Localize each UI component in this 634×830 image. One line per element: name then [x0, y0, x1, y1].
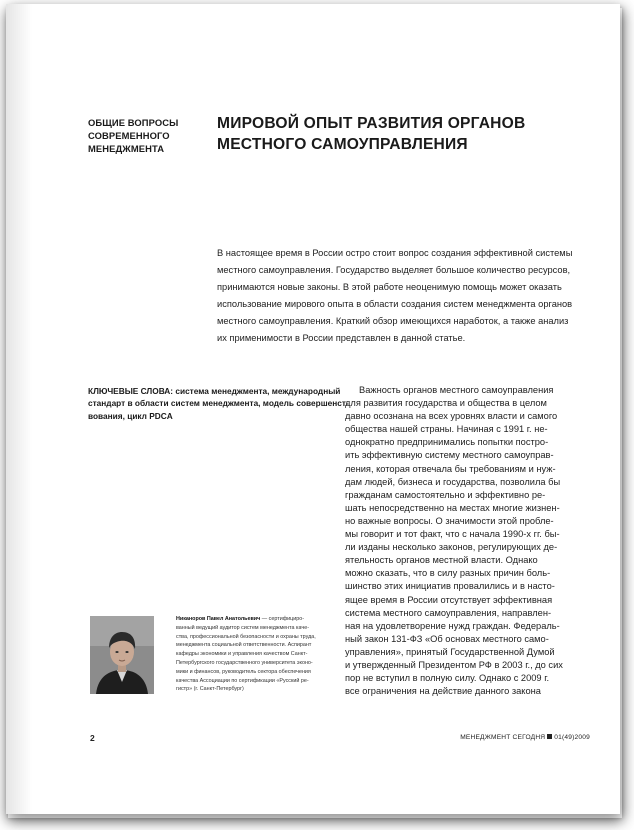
- body-line: все ограничения на действие данного закона: [345, 686, 541, 697]
- author-bio-line: Петербургского государственного университета эконо-: [176, 659, 313, 666]
- abstract-line: принимаются новые законы. В этой работе неоценимую помощь может оказать: [217, 282, 562, 293]
- issue-number: 01(49)2009: [554, 734, 590, 741]
- abstract-line: В настоящее время в России остро стоит вопрос создания эффективной системы: [217, 248, 573, 258]
- keywords-line: КЛЮЧЕВЫЕ СЛОВА: система менеджмента, международный: [88, 386, 341, 396]
- body-line: система местного самоуправления, направлен-: [345, 607, 552, 618]
- keywords-line: вования, цикл PDCA: [88, 410, 173, 421]
- body-line: ления, которая отвечала бы требованиям и нуж-: [345, 463, 556, 474]
- body-line: пор не вступил в полную силу. Однако с 2009 г.: [345, 673, 550, 684]
- author-bio-line: ванный ведущий аудитор систем менеджмента каче-: [176, 624, 309, 631]
- keywords-line: стандарт в области систем менеджмента, модель совершенст-: [88, 398, 349, 409]
- body-line: и утвержденный Президентом РФ в 2003 г., до сих: [345, 659, 563, 670]
- section-rubric: ОБЩИЕ ВОПРОСЫ СОВРЕМЕННОГО МЕНЕДЖМЕНТА: [88, 117, 179, 154]
- author-bio-line: гистр» (г. Санкт-Петербург): [176, 686, 244, 693]
- author-bio-line: ства, профессиональной безопасности и охраны труда,: [176, 633, 316, 640]
- page-gutter-shade: [6, 4, 32, 814]
- abstract-line: их применимости в России представлен в данной статье.: [217, 333, 466, 344]
- body-line: ить эффективную систему местного самоуправ-: [345, 450, 554, 461]
- body-line: для развития государства и общества в целом: [345, 398, 547, 409]
- body-line: ная на удовлетворение нужд граждан. Федераль-: [345, 620, 560, 631]
- body-line: давно осознана на всех уровнях власти и самого: [345, 411, 558, 422]
- article-abstract: [217, 245, 589, 348]
- body-line: шинство этих инициатив провалились и в насто-: [345, 581, 555, 592]
- abstract-line: использование мирового опыта в области создания систем менеджмента органов: [217, 299, 573, 310]
- body-line: однократно предпринимались попытки постро-: [345, 437, 549, 448]
- article-body: [345, 384, 595, 698]
- body-line: гражданам самостоятельно и эффективно ре-: [345, 489, 546, 500]
- abstract-line: местного самоуправления. Краткий обзор имеющихся наработок, а также анализ: [217, 316, 569, 327]
- author-bio-line: — сертифициро-: [260, 616, 305, 622]
- abstract-line: местного самоуправления. Государство выделяет большое количество ресурсов,: [217, 265, 571, 276]
- author-bio-line: мики и финансов, руководитель сектора обеспечения: [176, 668, 311, 675]
- body-line: можно сказать, что в силу разных причин боль-: [345, 568, 551, 579]
- body-line: шать непосредственно на местах многие жизнен-: [345, 502, 560, 513]
- keywords-block: [88, 385, 349, 422]
- page-number: 2: [90, 733, 95, 743]
- author-bio: [176, 615, 326, 694]
- author-bio-line: кафедры экономики и управления качеством Санкт-: [176, 651, 308, 658]
- body-line: ли изданы несколько законов, регулирующих де-: [345, 542, 558, 553]
- running-footer: [460, 734, 590, 741]
- body-line: но важные вопросы. О значимости этой пробле-: [345, 515, 554, 526]
- author-bio-line: качества Ассоциации по сертификации «Русский ре-: [176, 677, 309, 684]
- article-title: МИРОВОЙ ОПЫТ РАЗВИТИЯ ОРГАНОВ МЕСТНОГО САМОУПРАВЛЕНИЯ: [217, 115, 526, 153]
- body-line: дам людей, бизнеса и государства, позволила бы: [345, 476, 561, 487]
- body-line: ный закон 131-ФЗ «Об основах местного само-: [345, 633, 549, 644]
- body-line: Важность органов местного самоуправления: [359, 385, 554, 395]
- author-photo: [90, 616, 154, 694]
- body-line: общества нашей страны. Начиная с 1991 г. не-: [345, 424, 548, 435]
- magazine-page: [6, 4, 620, 814]
- body-line: мы говорит и тот факт, что с начала 1990-х гг. бы-: [345, 529, 560, 540]
- author-name: Никаноров Павел Анатольевич: [176, 616, 261, 622]
- author-portrait-image: [90, 616, 154, 694]
- author-bio-line: менеджмента социальной ответственности. Аспирант: [176, 642, 312, 649]
- journal-name: МЕНЕДЖМЕНТ СЕГОДНЯ: [460, 734, 546, 741]
- body-line: ящее время в России отсутствует эффективная: [345, 594, 553, 605]
- body-line: ятельность органов местной власти. Однако: [345, 555, 538, 566]
- square-bullet-icon: [547, 734, 552, 739]
- body-line: управления», принятый Государственной Думой: [345, 646, 555, 657]
